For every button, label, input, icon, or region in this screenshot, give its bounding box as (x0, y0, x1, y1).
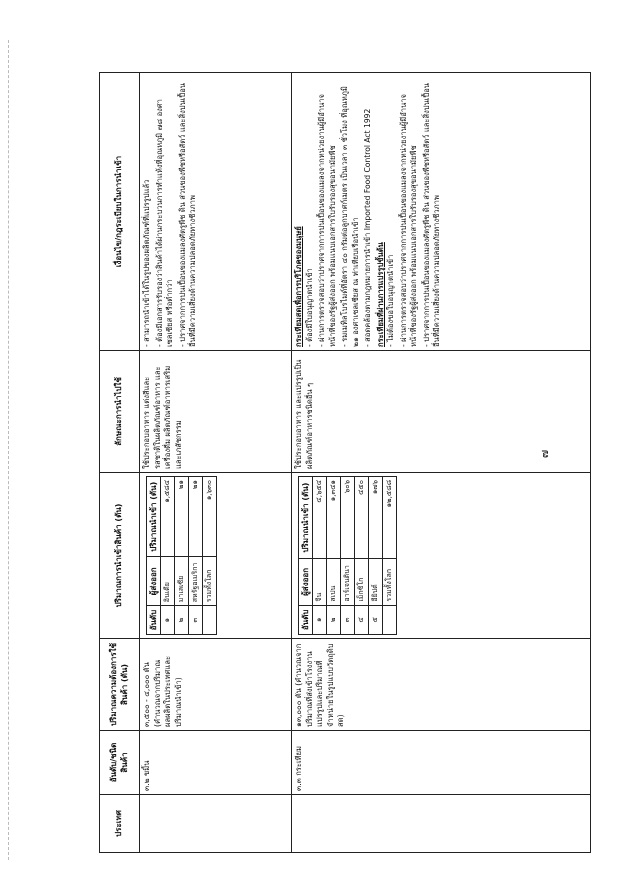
import-requirements-table (99, 72, 591, 853)
condition-item: - รมเมทิลโบรไมด์ที่อัตรา ๔๐ กรัมต่อลูกบาศก์เมตร เป็นเวลา ๓ ชั่วโมง ที่อุณหภูมิ ๒๑ องศาเซลเซียส ณ ท่าเทียบเรือนำเข้า (340, 86, 360, 347)
sub-volume: ๔๕๐ (355, 477, 369, 559)
sub-volume: ๒๑ (189, 477, 203, 557)
condition-item: - สามารถนำเข้าได้ในรูปของผลิตภัณฑ์ที่แปรรูปแล้ว (142, 179, 151, 347)
sub-row-total (203, 477, 217, 635)
header-tariff: อันดับ/ชนิดสินค้า (100, 731, 140, 795)
sub-rank: ๓ (341, 605, 355, 634)
sub-header-exporter: ผู้ส่งออก (299, 559, 313, 605)
sub-volume: ๔,๖๕๔ (313, 477, 327, 559)
sub-rank (383, 605, 397, 634)
condition-item: - สอดคล้องตามกฎหมายการนำเข้า Imported Food Control Act 1992 (363, 108, 372, 347)
sub-exporter: เม็กซิโก (355, 559, 369, 605)
sub-row (355, 477, 369, 635)
sub-rank: ๒ (175, 606, 189, 635)
sub-row (189, 477, 203, 635)
conditions-heading: กระเทียมที่ผ่านการแปรรูปขั้นต้น (375, 242, 385, 347)
sub-volume: ๑๒,๕๘๘ (383, 477, 397, 559)
sub-exporter: มาเลเซีย (175, 557, 189, 606)
conditions-list (142, 76, 199, 347)
condition-item: - ผ่านการตรวจสอบว่าปราศจากการปนเปื้อนของแมลงจากหน่วยงานผู้มีอำนาจหน้าที่ของรัฐผู้ส่งออก พร้อมแนบเอกสารใบรับรองสุขอนามัยพืช (317, 94, 337, 347)
table-row-turmeric (140, 73, 292, 853)
sub-header-exporter: ผู้ส่งออก (147, 557, 161, 606)
sub-row (369, 477, 383, 635)
conditions-heading: กระเทียมสดเพื่อการบริโภคของมนุษย์ (294, 226, 303, 347)
sub-volume: ๑,๓๔๑ (327, 477, 341, 559)
cell-country (140, 795, 292, 853)
condition-item: - ผ่านการตรวจสอบว่าปราศจากการปนเปื้อนของแมลงจากหน่วยงานผู้มีอำนาจหน้าที่ของรัฐผู้ส่งออก พร้อมแนบเอกสารใบรับรองสุขอนามัยพืช (398, 94, 418, 347)
sub-rank: ๔ (355, 605, 369, 634)
sub-rank (203, 606, 217, 635)
table-row-garlic (292, 73, 591, 853)
sub-exporter: อียิปต์ (369, 559, 383, 605)
sub-exporter: จีน (313, 559, 327, 605)
cell-demand: ๑๓,๐๐๐ ตัน (คำนวณจากปริมาณที่ส่งเข้าโรงงานแปรรูปและปริมาณที่จำหน่ายในรูปแบบวัตถุดิบสด) (292, 639, 591, 731)
sub-volume: ๒๑ (175, 477, 189, 557)
cell-usage: ใช้ประกอบอาหาร และแปรรูปเป็นผลิตภัณฑ์อาหารชนิดอื่น ๆ (292, 351, 591, 473)
cell-usage: ใช้ประกอบอาหาร แต่งสีและรสชาติในผลิตภัณฑ์อาหาร และเครื่องดื่ม ผลิตภัณฑ์อาหารเสริม และเภสัชกรรม (140, 351, 292, 473)
sub-rank: ๑ (313, 605, 327, 634)
sub-exporter: อาร์เจนตินา (341, 559, 355, 605)
sub-exporter: รวมทั้งโลก (203, 557, 217, 606)
header-row (100, 73, 140, 853)
header-conditions: เงื่อนไข/กฎระเบียบในการนำเข้า (100, 73, 140, 351)
sub-rank: ๑ (161, 606, 175, 635)
sub-volume: ๑,๕๘๔ (161, 477, 175, 557)
sub-row (341, 477, 355, 635)
cell-product: ๓.๒ ขมิ้น (140, 731, 292, 795)
header-import: ปริมาณการนำเข้าสินค้า (ตัน) (100, 473, 140, 639)
page-number: ๗ (538, 449, 552, 459)
sub-rank: ๕ (369, 605, 383, 634)
header-usage: ลักษณะการนำไปใช้ (100, 351, 140, 473)
header-demand: ปริมาณความต้องการใช้สินค้า (ตัน) (100, 639, 140, 731)
import-subtable (298, 476, 397, 635)
sub-volume: ๖๐๖ (341, 477, 355, 559)
header-country: ประเทศ (100, 795, 140, 853)
condition-item: - ปราศจากการปนเปื้อนของแมลงศัตรูพืช ดิน ส่วนของพืชหรือสัตว์ และสิ่งปนเปื้อนอื่นที่มีความเสี่ยงด้านความปลอดภัยทางชีวภาพ (421, 83, 441, 347)
sub-header-rank: อันดับ (147, 606, 161, 635)
sub-rank: ๓ (189, 606, 203, 635)
condition-item: - ปราศจากการปนเปื้อนของแมลงศัตรูพืช ดิน ส่วนของพืชหรือสัตว์ และสิ่งปนเปื้อนอื่นที่มีความเสี่ยงด้านความปลอดภัยทางชีวภาพ (177, 83, 197, 347)
sub-rank: ๒ (327, 605, 341, 634)
sub-exporter: รวมทั้งโลก (383, 559, 397, 605)
condition-item: - ต้องมีใบอนุญาตนำเข้า (304, 268, 314, 347)
cell-conditions (140, 73, 292, 351)
condition-item: - ต้องมีเอกสารรับรองว่าสินค้าได้ผ่านกระบวนการทำแห้งที่อุณหภูมิ ๗๘ องศาเซลเซียส หรือต่ำกว่า (154, 99, 174, 347)
sub-header-volume: ปริมาณนำเข้า (ตัน) (147, 477, 161, 557)
conditions-list (386, 76, 443, 347)
cell-product: ๓.๓ กระเทียม (292, 731, 591, 795)
sub-header-rank: อันดับ (299, 605, 313, 634)
cell-import (292, 473, 591, 639)
rotated-table-container (99, 73, 591, 853)
sub-volume: ๑,๖๓๐ (203, 477, 217, 557)
cell-conditions (292, 73, 591, 351)
sub-row (327, 477, 341, 635)
condition-item: - ไม่ต้องขอใบอนุญาตนำเข้า (386, 254, 395, 347)
sub-row-total (383, 477, 397, 635)
sub-volume: ๑๗๖ (369, 477, 383, 559)
scan-edge-marks (8, 40, 11, 860)
sub-row (175, 477, 189, 635)
sub-exporter: สเปน (327, 559, 341, 605)
sub-row (313, 477, 327, 635)
sub-exporter: สหรัฐอเมริกา (189, 557, 203, 606)
cell-import (140, 473, 292, 639)
sub-exporter: อินเดีย (161, 557, 175, 606)
cell-demand: ๓,๕๐๐ - ๔,๐๐๐ ตัน (คำนวณจากปริมาณผลผลิตในประเทศและปริมาณนำเข้า) (140, 639, 292, 731)
import-subtable (146, 476, 217, 635)
cell-country (292, 795, 591, 853)
conditions-list (305, 76, 374, 347)
sub-header-volume: ปริมาณนำเข้า (ตัน) (299, 477, 313, 559)
sub-row (161, 477, 175, 635)
